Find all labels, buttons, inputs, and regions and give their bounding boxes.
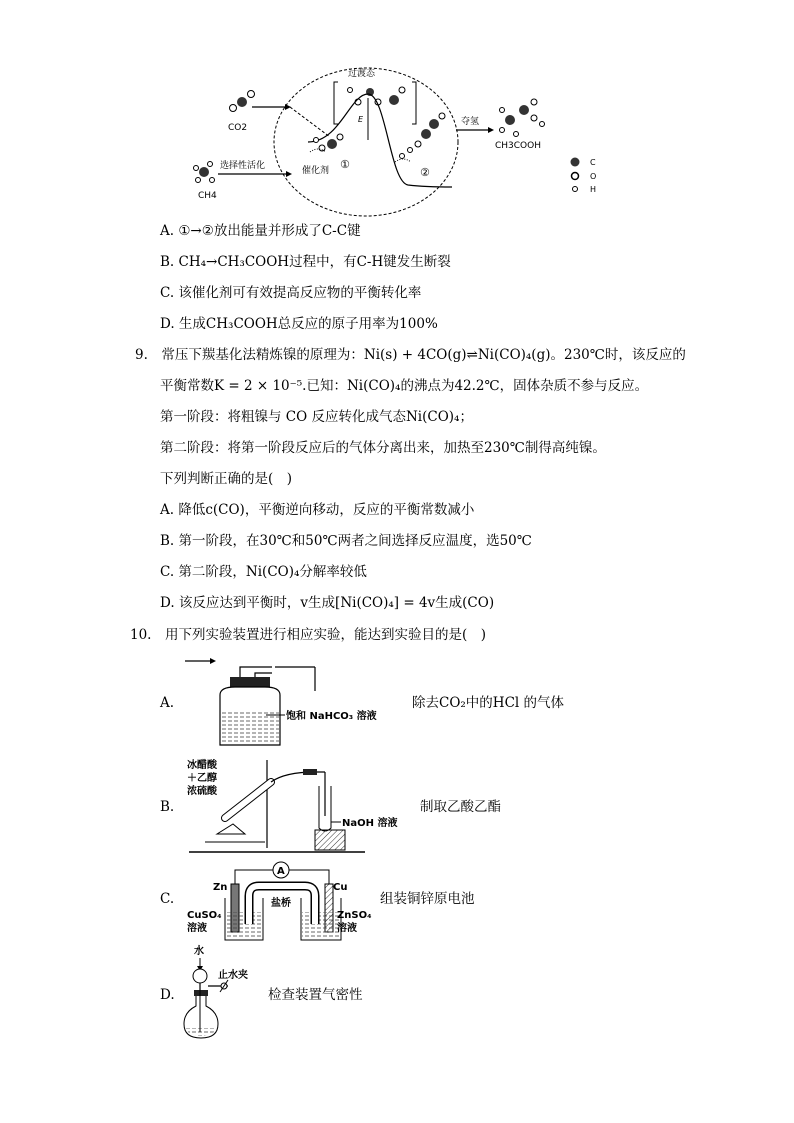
q9-option-b: B. 第一阶段，在30℃和50℃两者之间选择反应温度，选50℃ bbox=[160, 533, 532, 549]
q10-option-d-desc: 检查装置气密性 bbox=[268, 987, 363, 1003]
co2-molecule-icon bbox=[230, 91, 255, 112]
dehydrogenation-label: 夺氢 bbox=[461, 117, 480, 127]
q10-stem: 10. 用下列实验装置进行相应实验，能达到实验目的是( ) bbox=[130, 627, 487, 643]
q10-option-b-desc: 制取乙酸乙酯 bbox=[420, 799, 501, 815]
q10-option-d-letter: D. bbox=[160, 987, 175, 1003]
q9-stage2: 第二阶段：将第一阶段反应后的气体分离出来，加热至230℃制得高纯镍。 bbox=[160, 440, 606, 456]
q9-stem-line2: 平衡常数K = 2 × 10⁻⁵.已知：Ni(CO)₄的沸点为42.2℃，固体杂质不参与反应。 bbox=[160, 378, 649, 394]
q8-option-d: D. 生成CH₃COOH总反应的原子用率为100% bbox=[160, 316, 438, 332]
option-a-solution-label: 饱和 NaHCO₃ 溶液 bbox=[286, 711, 377, 722]
water-label: 水 bbox=[194, 946, 204, 957]
q8-option-b: B. CH₄→CH₃COOH过程中，有C-H键发生断裂 bbox=[160, 254, 451, 270]
co2-label: CO2 bbox=[228, 123, 248, 133]
cu-label: Cu bbox=[333, 882, 348, 893]
q10-option-b-letter: B. bbox=[160, 799, 175, 815]
activation-energy-label: E bbox=[358, 115, 364, 124]
right-solution-line2: 溶液 bbox=[337, 923, 357, 934]
legend-o: O bbox=[590, 172, 597, 181]
q9-stem-line1: 9. 常压下羰基化法精炼镍的原理为：Ni(s) + 4CO(g)⇌Ni(CO)₄(g)。230℃时，该反应的 bbox=[135, 347, 686, 363]
salt-bridge-label: 盐桥 bbox=[271, 898, 291, 909]
right-solution-line1: ZnSO₄ bbox=[337, 910, 372, 921]
q10-option-c-letter: C. bbox=[160, 891, 175, 907]
option-b-mix-line1: 冰醋酸 bbox=[187, 760, 217, 771]
left-solution-line1: CuSO₄ bbox=[187, 910, 222, 921]
zn-label: Zn bbox=[213, 882, 228, 893]
legend-c: C bbox=[590, 158, 596, 167]
legend-h: H bbox=[590, 185, 597, 194]
acetic-acid-molecule-icon bbox=[500, 99, 545, 137]
clamp-label: 止水夹 bbox=[218, 970, 248, 981]
q9-stage1: 第一阶段：将粗镍与 CO 反应转化成气态Ni(CO)₄； bbox=[160, 409, 473, 425]
q9-option-c: C. 第二阶段，Ni(CO)₄分解率较低 bbox=[160, 564, 367, 580]
activation-label: 选择性活化 bbox=[220, 161, 266, 171]
gas-washing-bottle-diagram bbox=[180, 655, 410, 755]
esterification-apparatus-diagram bbox=[185, 756, 398, 856]
q8-option-a: A. ①→②放出能量并形成了C-C键 bbox=[160, 223, 361, 239]
airtightness-check-diagram bbox=[180, 942, 280, 1042]
ch4-molecule-icon bbox=[194, 162, 215, 183]
step1-label: ① bbox=[340, 158, 350, 171]
legend bbox=[571, 158, 597, 195]
left-solution-line2: 溶液 bbox=[187, 923, 207, 934]
option-b-mix-line2: ＋乙醇 bbox=[187, 773, 217, 784]
catalyst-label: 催化剂 bbox=[302, 166, 330, 176]
step2-label: ② bbox=[420, 166, 430, 179]
reaction-mechanism-diagram bbox=[190, 52, 620, 220]
q9-prompt: 下列判断正确的是( ) bbox=[160, 471, 293, 487]
q8-option-c: C. 该催化剂可有效提高反应物的平衡转化率 bbox=[160, 285, 422, 301]
catalytic-region bbox=[274, 68, 458, 216]
ammeter-label: A bbox=[277, 866, 285, 877]
q10-option-a-desc: 除去CO₂中的HCl 的气体 bbox=[412, 695, 565, 711]
q10-option-c-desc: 组装铜锌原电池 bbox=[380, 891, 475, 907]
option-b-mix-line3: 浓硫酸 bbox=[187, 786, 217, 797]
q9-option-a: A. 降低c(CO)，平衡逆向移动，反应的平衡常数减小 bbox=[160, 502, 475, 518]
ch4-label: CH4 bbox=[198, 191, 217, 201]
option-b-naoh-label: NaOH 溶液 bbox=[342, 818, 398, 829]
galvanic-cell-diagram bbox=[185, 858, 385, 948]
transition-state-label: 过渡态 bbox=[348, 69, 376, 79]
q9-option-d: D. 该反应达到平衡时，v生成[Ni(CO)₄] = 4v生成(CO) bbox=[160, 595, 495, 611]
product-label: CH3COOH bbox=[495, 141, 541, 151]
q10-option-a-letter: A. bbox=[160, 695, 175, 711]
